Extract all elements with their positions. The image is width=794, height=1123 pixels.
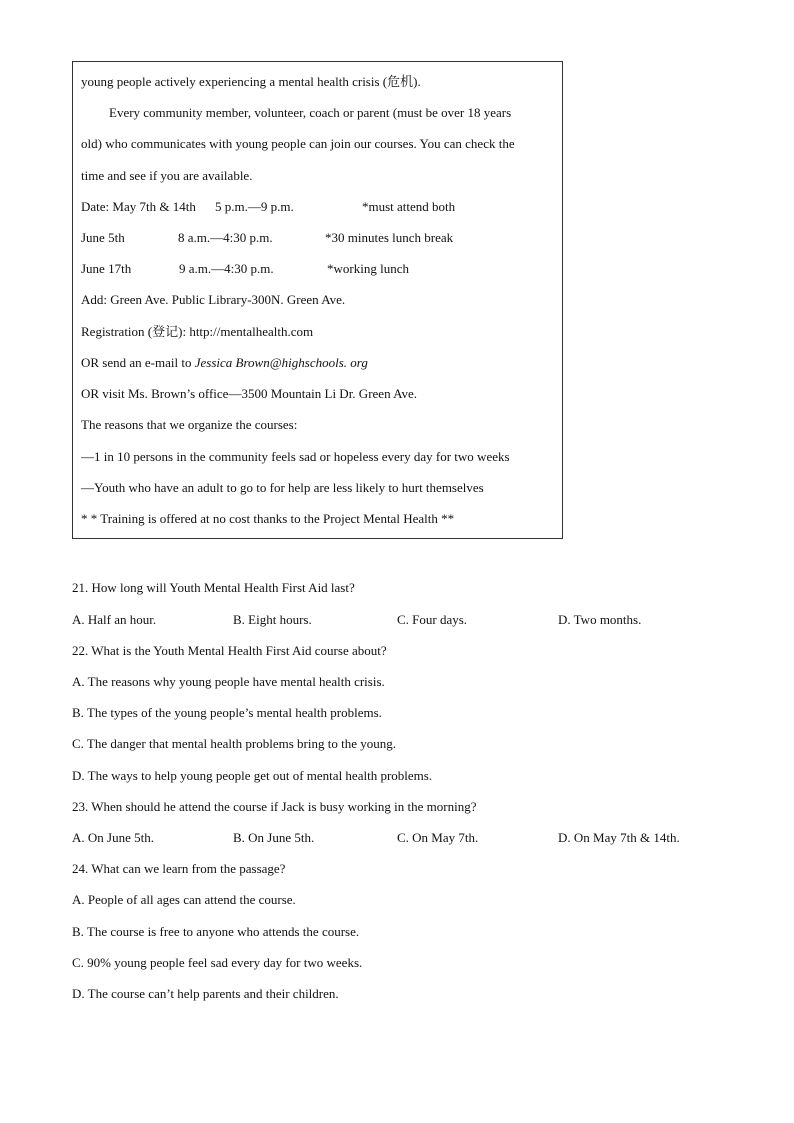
email-address: Jessica Brown@highschools. org bbox=[194, 355, 368, 370]
q23-option-c: C. On May 7th. bbox=[397, 830, 479, 845]
schedule-time-1: 5 p.m.—9 p.m. bbox=[215, 199, 294, 214]
schedule-note-2: *30 minutes lunch break bbox=[325, 230, 454, 245]
q24-option-c: C. 90% young people feel sad every day for two weeks. bbox=[72, 955, 363, 970]
q22-option-a: A. The reasons why young people have mental health crisis. bbox=[72, 674, 385, 689]
q21-option-b: B. Eight hours. bbox=[233, 612, 312, 627]
question-23-stem: 23. When should he attend the course if Jack is busy working in the morning? bbox=[72, 799, 477, 814]
notice-box bbox=[72, 61, 563, 539]
q21-option-c: C. Four days. bbox=[397, 612, 468, 627]
registration-line: Registration (登记): http://mentalhealth.com bbox=[81, 324, 314, 339]
question-22-stem: 22. What is the Youth Mental Health First Aid course about? bbox=[72, 643, 387, 658]
visit-line: OR visit Ms. Brown’s office—3500 Mountain Li Dr. Green Ave. bbox=[81, 386, 418, 401]
reason-1: —1 in 10 persons in the community feels sad or hopeless every day for two weeks bbox=[81, 449, 510, 464]
notice-line-1: young people actively experiencing a mental health crisis (危机). bbox=[81, 74, 421, 89]
schedule-note-1: *must attend both bbox=[362, 199, 456, 214]
q21-option-a: A. Half an hour. bbox=[72, 612, 157, 627]
schedule-date-1: Date: May 7th & 14th bbox=[81, 199, 196, 214]
q23-option-a: A. On June 5th. bbox=[72, 830, 154, 845]
reason-2: —Youth who have an adult to go to for help are less likely to hurt themselves bbox=[81, 480, 484, 495]
reasons-title: The reasons that we organize the courses: bbox=[81, 417, 298, 432]
q24-option-b: B. The course is free to anyone who attends the course. bbox=[72, 924, 360, 939]
q22-option-c: C. The danger that mental health problems bring to the young. bbox=[72, 736, 396, 751]
email-line bbox=[81, 355, 368, 371]
schedule-date-3: June 17th bbox=[81, 261, 132, 276]
question-21-stem: 21. How long will Youth Mental Health First Aid last? bbox=[72, 580, 355, 595]
schedule-note-3: *working lunch bbox=[327, 261, 409, 276]
notice-line-4: time and see if you are available. bbox=[81, 168, 253, 183]
q24-option-a: A. People of all ages can attend the course. bbox=[72, 892, 296, 907]
q21-option-d: D. Two months. bbox=[558, 612, 642, 627]
q23-option-d: D. On May 7th & 14th. bbox=[558, 830, 680, 845]
schedule-date-2: June 5th bbox=[81, 230, 125, 245]
q24-option-d: D. The course can’t help parents and their children. bbox=[72, 986, 339, 1001]
footer-note: * * Training is offered at no cost thanks to the Project Mental Health ** bbox=[81, 511, 455, 526]
notice-line-3: old) who communicates with young people can join our courses. You can check the bbox=[81, 136, 515, 151]
address-line: Add: Green Ave. Public Library-300N. Green Ave. bbox=[81, 292, 346, 307]
notice-line-2: Every community member, volunteer, coach or parent (must be over 18 years bbox=[109, 105, 512, 120]
schedule-time-3: 9 a.m.—4:30 p.m. bbox=[179, 261, 274, 276]
q22-option-b: B. The types of the young people’s mental health problems. bbox=[72, 705, 382, 720]
question-24-stem: 24. What can we learn from the passage? bbox=[72, 861, 286, 876]
email-prefix: OR send an e-mail to bbox=[81, 355, 192, 370]
schedule-time-2: 8 a.m.—4:30 p.m. bbox=[178, 230, 273, 245]
q23-option-b: B. On June 5th. bbox=[233, 830, 315, 845]
q22-option-d: D. The ways to help young people get out of mental health problems. bbox=[72, 768, 433, 783]
